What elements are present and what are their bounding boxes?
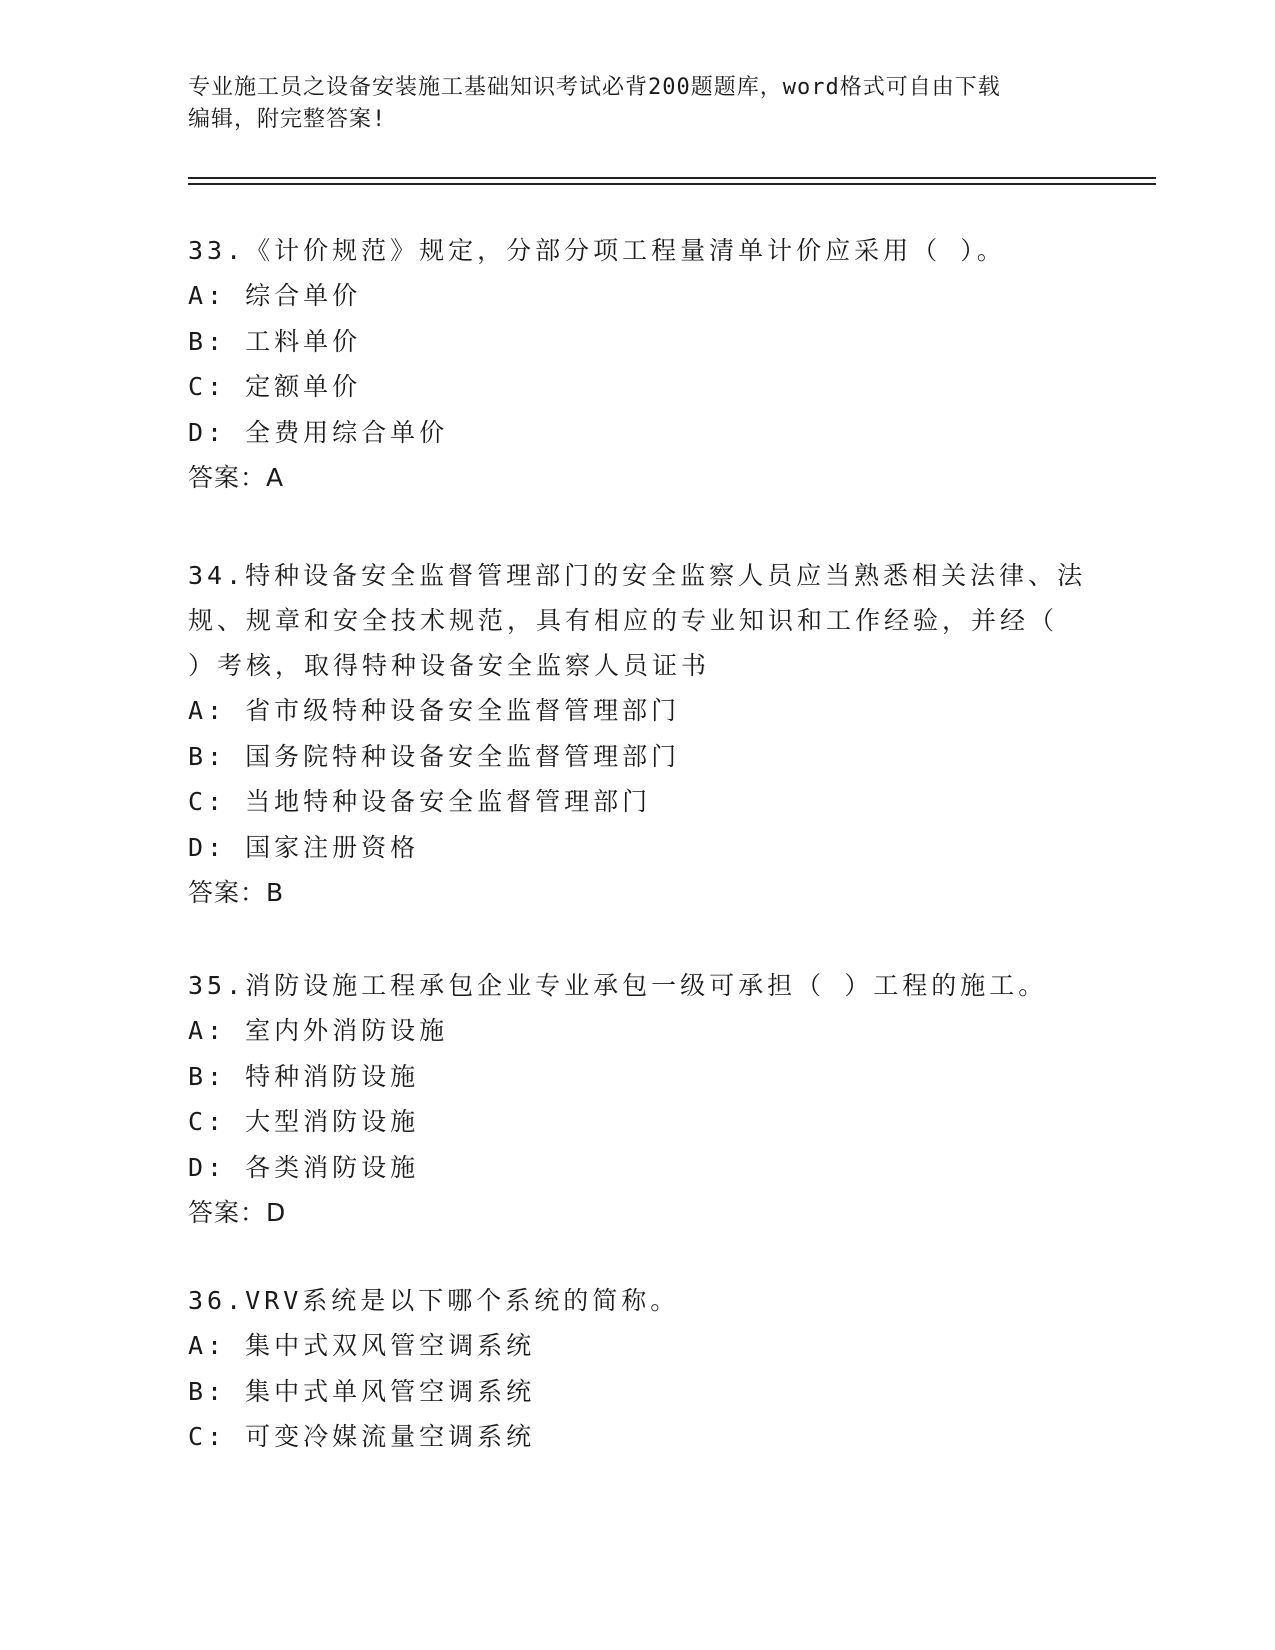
option-a: A: 综合单价 <box>188 281 362 310</box>
question-35 <box>188 963 1088 1235</box>
question-34 <box>188 553 1088 915</box>
option-c: C: 可变冷媒流量空调系统 <box>188 1422 536 1451</box>
document-header <box>188 72 1088 136</box>
option-d: D: 全费用综合单价 <box>188 417 449 447</box>
question-text-line-2: 规、规章和安全技术规范，具有相应的专业知识和工作经验，并经（ <box>188 606 1059 635</box>
option-a: A: 室内外消防设施 <box>188 1016 449 1045</box>
option-b: B: 集中式单风管空调系统 <box>188 1376 536 1406</box>
header-line-2: 编辑，附完整答案! <box>188 107 387 132</box>
question-text: 36.VRV系统是以下哪个系统的简称。 <box>188 1286 680 1315</box>
option-c: C: 当地特种设备安全监督管理部门 <box>188 787 652 816</box>
question-text-line-1: 34.特种设备安全监督管理部门的安全监察人员应当熟悉相关法律、法 <box>188 561 1087 590</box>
option-b: B: 特种消防设施 <box>188 1061 420 1091</box>
answer: 答案：B <box>188 878 285 907</box>
header-divider-top <box>188 177 1156 179</box>
question-text-line-3: ）考核，取得特种设备安全监察人员证书 <box>188 651 711 680</box>
question-36 <box>188 1278 1088 1460</box>
question-text: 33.《计价规范》规定，分部分项工程量清单计价应采用（ ）。 <box>188 236 1006 265</box>
option-a: A: 省市级特种设备安全监督管理部门 <box>188 696 681 725</box>
option-d: D: 各类消防设施 <box>188 1152 420 1182</box>
answer: 答案：D <box>188 1198 287 1227</box>
question-text: 35.消防设施工程承包企业专业承包一级可承担（ ）工程的施工。 <box>188 971 1048 1000</box>
option-a: A: 集中式双风管空调系统 <box>188 1331 536 1360</box>
option-d: D: 国家注册资格 <box>188 832 420 862</box>
option-c: C: 大型消防设施 <box>188 1107 420 1136</box>
option-c: C: 定额单价 <box>188 372 362 401</box>
option-b: B: 工料单价 <box>188 326 362 356</box>
answer: 答案：A <box>188 463 285 492</box>
header-line-1: 专业施工员之设备安装施工基础知识考试必背200题题库，word格式可自由下载 <box>188 75 1001 100</box>
question-33 <box>188 228 1088 500</box>
header-divider-bottom <box>188 183 1156 185</box>
option-b: B: 国务院特种设备安全监督管理部门 <box>188 741 681 771</box>
